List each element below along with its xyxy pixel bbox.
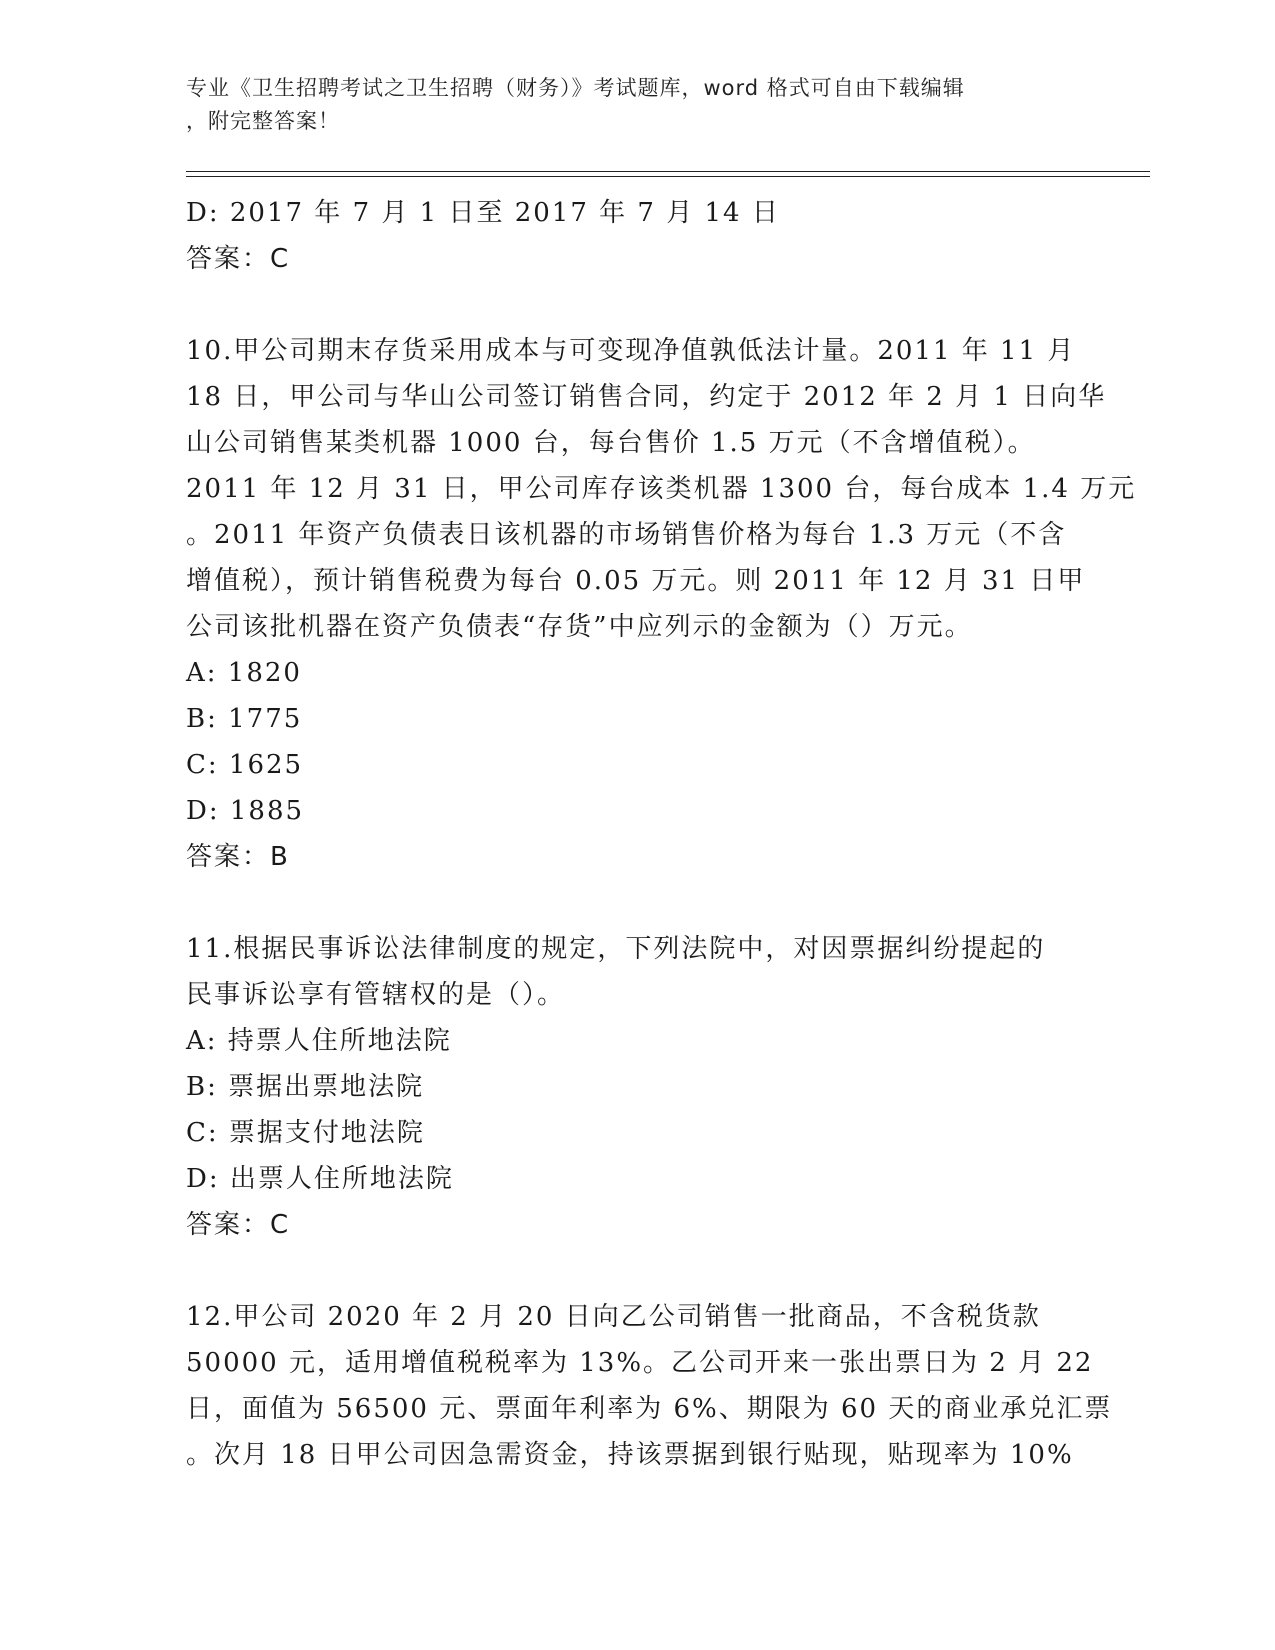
header-rule-top: [186, 171, 1150, 172]
option-a: A: 持票人住所地法院: [186, 1026, 452, 1056]
spacer: [186, 282, 1086, 328]
option-d: D: 1885: [186, 796, 305, 826]
header-line-2: ，附完整答案！: [186, 109, 340, 133]
question-12: [186, 1294, 1113, 1478]
question-text-line: 。次月 18 日甲公司因急需资金，持该票据到银行贴现，贴现率为 10%: [186, 1440, 1074, 1470]
document-body: [186, 190, 1137, 1478]
question-11: [186, 926, 1086, 1248]
option-d: D: 2017 年 7 月 1 日至 2017 年 7 月 14 日: [186, 198, 780, 228]
answer: 答案：B: [186, 842, 290, 872]
option-c: C: 1625: [186, 750, 304, 780]
question-text-line: 增值税），预计销售税费为每台 0.05 万元。则 2011 年 12 月 31 日甲: [186, 566, 1086, 596]
question-text-line: 18 日，甲公司与华山公司签订销售合同，约定于 2012 年 2 月 1 日向华: [186, 382, 1107, 412]
option-c: C: 票据支付地法院: [186, 1118, 425, 1148]
header-rule-bottom: [186, 176, 1150, 177]
option-b: B: 票据出票地法院: [186, 1072, 425, 1102]
previous-question-tail: [186, 190, 1086, 282]
question-text-line: 12.甲公司 2020 年 2 月 20 日向乙公司销售一批商品，不含税货款: [186, 1302, 1041, 1332]
question-text-line: 。2011 年资产负债表日该机器的市场销售价格为每台 1.3 万元（不含: [186, 520, 1067, 550]
spacer: [186, 1248, 1086, 1294]
answer: 答案：C: [186, 244, 291, 274]
option-b: B: 1775: [186, 704, 303, 734]
option-a: A: 1820: [186, 658, 302, 688]
question-text-line: 2011 年 12 月 31 日，甲公司库存该类机器 1300 台，每台成本 1.4 万元: [186, 474, 1137, 504]
question-text-line: 日，面值为 56500 元、票面年利率为 6%、期限为 60 天的商业承兑汇票: [186, 1394, 1113, 1424]
question-text-line: 公司该批机器在资产负债表“存货”中应列示的金额为（）万元。: [186, 612, 973, 642]
answer: 答案：C: [186, 1210, 291, 1240]
option-d: D: 出票人住所地法院: [186, 1164, 454, 1194]
question-text-line: 山公司销售某类机器 1000 台，每台售价 1.5 万元（不含增值税）。: [186, 428, 1036, 458]
header-line-1: 专业《卫生招聘考试之卫生招聘（财务）》考试题库，word 格式可自由下载编辑: [186, 76, 965, 100]
question-text-line: 50000 元，适用增值税税率为 13%。乙公司开来一张出票日为 2 月 22: [186, 1348, 1094, 1378]
question-text-line: 10.甲公司期末存货采用成本与可变现净值孰低法计量。2011 年 11 月: [186, 336, 1076, 366]
question-10: [186, 328, 1137, 880]
spacer: [186, 880, 1086, 926]
document-header: [186, 72, 1066, 138]
question-text-line: 11.根据民事诉讼法律制度的规定，下列法院中，对因票据纠纷提起的: [186, 934, 1046, 964]
question-text-line: 民事诉讼享有管辖权的是（）。: [186, 980, 566, 1010]
